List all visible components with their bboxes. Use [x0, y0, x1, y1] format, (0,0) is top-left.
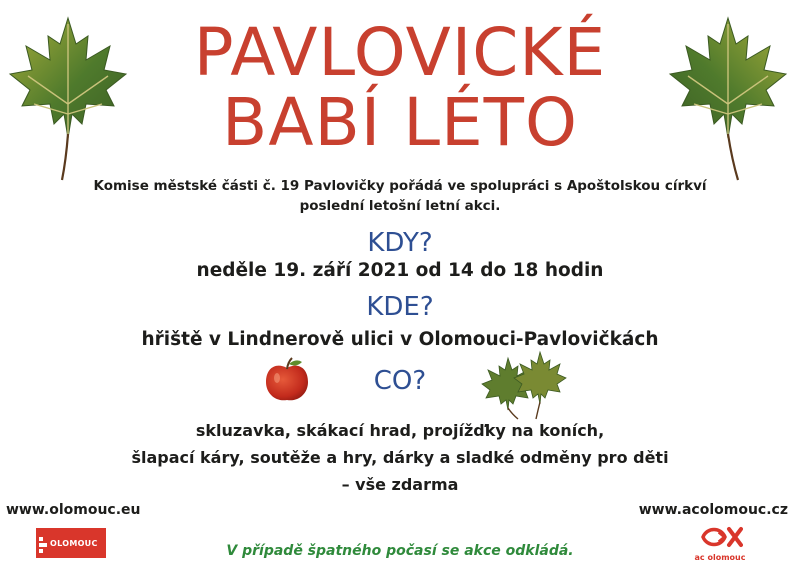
- title-line-2: BABÍ LÉTO: [222, 84, 578, 161]
- activities-list: [60, 417, 740, 498]
- activities-line-2: šlapací káry, soutěže a hry, dárky a sladké odměny pro děti: [131, 448, 669, 467]
- title-line-1: PAVLOVICKÉ: [193, 14, 607, 91]
- intro-text: [60, 176, 740, 216]
- activities-line-3: – vše zdarma: [341, 475, 459, 494]
- olomouc-logo-text: OLOMOUC: [50, 538, 98, 548]
- olomouc-url[interactable]: www.olomouc.eu: [6, 502, 141, 518]
- weather-note: V případě špatného počasí se akce odkládá.: [226, 543, 574, 559]
- fish-cross-icon: [697, 524, 743, 550]
- acolomouc-url[interactable]: www.acolomouc.cz: [638, 502, 788, 518]
- ac-olomouc-logo-text: ac olomouc: [694, 553, 746, 562]
- when-heading: KDY?: [367, 228, 433, 258]
- what-heading: CO?: [373, 366, 427, 396]
- where-text: hřiště v Lindnerově ulici v Olomouci-Pavlovičkách: [141, 329, 659, 350]
- when-text: neděle 19. září 2021 od 14 do 18 hodin: [196, 260, 604, 281]
- activities-line-1: skluzavka, skákací hrad, projížďky na koních,: [195, 421, 605, 440]
- where-heading: KDE?: [366, 292, 434, 322]
- intro-line-1: Komise městské části č. 19 Pavlovičky pořádá ve spolupráci s Apoštolskou církví: [93, 178, 707, 194]
- intro-line-2: poslední letošní letní akci.: [299, 198, 501, 214]
- maple-leaves-small-icon: [480, 348, 570, 420]
- ac-olomouc-logo: [690, 524, 750, 562]
